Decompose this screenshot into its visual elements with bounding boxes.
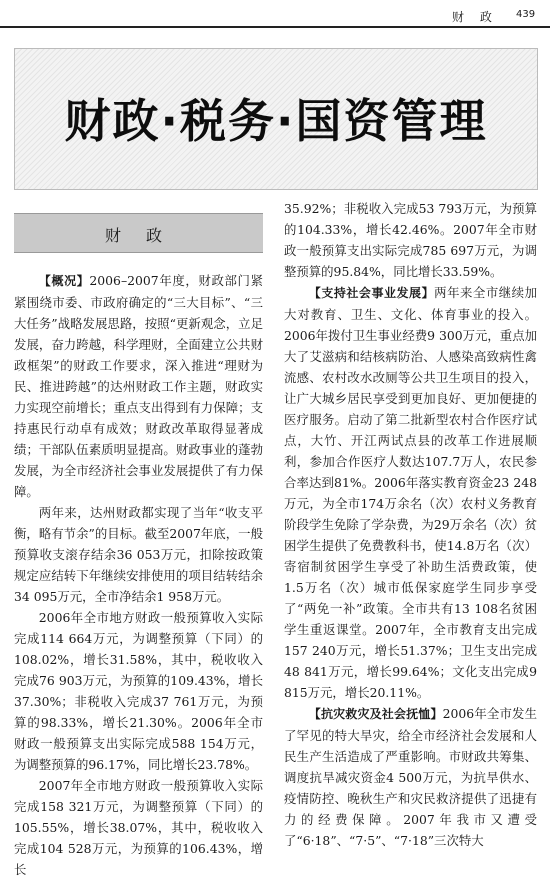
paragraph: 两年来，达州财政都实现了当年“收支平衡，略有节余”的目标。截至2007年底，一般预算收支滚存结余36 053万元，扣除按政策规定应结转下年继续安排使用的项目结转结余34 095万元，全市净结余1 958万元。 bbox=[14, 505, 263, 604]
paragraph-text: 两年来全市继续加大对教育、卫生、文化、体育事业的投入。2006年拨付卫生事业经费9 300万元，重点加大了艾滋病和结核病防治、人感染高致病性禽流感、农村改水改厕等公共卫生项目的投入，让广大城乡居民享受到更加良好、更加便捷的医疗服务。启动了第二批新型农村合作医疗试点，大竹、开江两试点县的改革工作进展顺利，参加合作医疗人数达107.7万人，农民参合率达到81%。2006年落实教育资金23 248万元，为全市174万余名（次）农村义务教育阶段学生免除了学杂费，为29万余名（次）贫困学生提供了免费教科书，使14.8万名（次）寄宿制贫困学生享受了补助生活费政策，使1.5万名（次）城市低保家庭学生同步享受了“两免一补”政策。全市共有13 108名贫困学生重返课堂。2007年，全市教育支出完成157 240万元，增长51.37%；卫生支出完成48 841万元，增长99.64%；文化支出完成9 815万元，增长20.11%。 bbox=[284, 285, 537, 700]
paragraph: 2006年全市地方财政一般预算收入实际完成114 664万元，为调整预算（下同）的108.02%，增长31.58%，其中，税收收入完成76 903万元，为预算的109.43%，增长37.30%；非税收入完成37 761万元，为预算的98.33%，增长21.30%。2006年全市财政一般预算支出实际完成588 154万元，为调整预算的96.17%，同比增长23.78%。 bbox=[14, 610, 263, 772]
chapter-banner bbox=[14, 48, 538, 190]
paragraph-tag: 【抗灾救灾及社会抚恤】 bbox=[308, 707, 443, 721]
running-section-title: 财 政 bbox=[452, 10, 498, 24]
paragraph-continued: 35.92%；非税收入完成53 793万元，为预算的104.33%，增长42.46%。2007年全市财政一般预算支出实际完成785 697万元，为调整预算的95.84%，同比增长33.59%。 bbox=[284, 201, 537, 279]
right-column bbox=[284, 198, 537, 851]
paragraph-text: 2006–2007年度，财政部门紧紧围绕市委、市政府确定的“三大目标”、“三大任务”战略发展思路，按照“更新观念，立足发展，奋力跨越，科学理财，全面建立公共财政框架”的财政工作要求，深入推进“理财为民、推进跨越”的达州财政工作主题，财政实力实现空前增长；重点支出得到有力保障；支持惠民行动卓有成效；财政改革取得显著成绩；干部队伍素质明显提高。财政事业的蓬勃发展，为全市经济社会事业发展提供了有力保障。 bbox=[14, 273, 263, 499]
paragraph-tag: 【支持社会事业发展】 bbox=[308, 286, 435, 300]
paragraph: 2007年全市地方财政一般预算收入实际完成158 321万元，为调整预算（下同）的105.55%，增长38.07%，其中，税收收入完成104 528万元，为预算的106.43%，增长 bbox=[14, 778, 263, 877]
header-rule bbox=[0, 26, 550, 28]
chapter-title: 财政·税务·国资管理 bbox=[64, 94, 488, 148]
paragraph-overview bbox=[14, 270, 263, 502]
left-column bbox=[14, 270, 263, 880]
paragraph-text: 2006年全市发生了罕见的特大旱灾，给全市经济社会发展和人民生产生活造成了严重影响。市财政共筹集、调度抗旱减灾资金4 500万元，为抗旱供水、疫情防控、晚秋生产和灾民救济提供了迅捷有力的经费保障。2007年我市又遭受了“6·18”、“7·5”、“7·18”三次特大 bbox=[284, 706, 537, 848]
section-heading: 财 政 bbox=[104, 226, 173, 245]
section-heading-box bbox=[14, 213, 263, 253]
page-number: 439 bbox=[516, 9, 536, 20]
paragraph-disaster-relief bbox=[284, 703, 537, 851]
paragraph-social-development bbox=[284, 282, 537, 703]
paragraph-tag: 【概况】 bbox=[38, 274, 90, 288]
page-header bbox=[0, 0, 550, 30]
